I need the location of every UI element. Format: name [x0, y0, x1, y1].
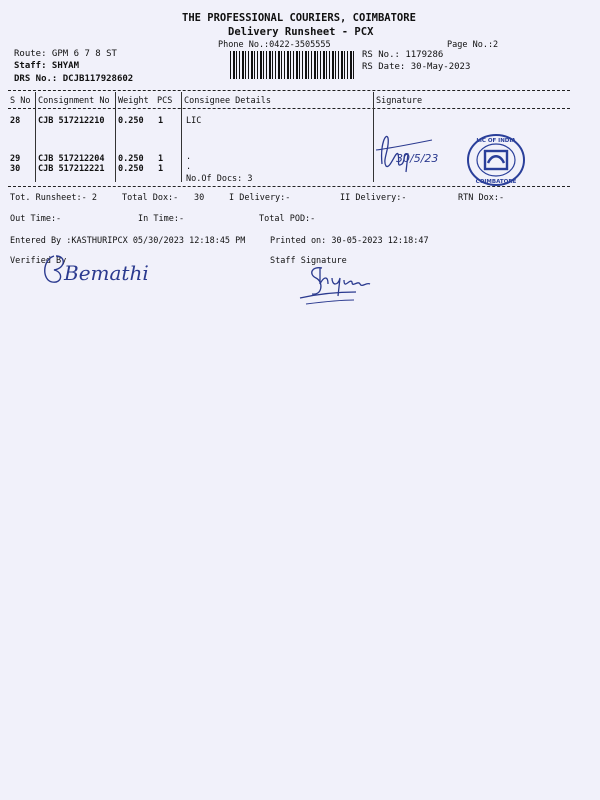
verified-by-label: Verified By	[10, 256, 67, 266]
col-divider	[115, 92, 116, 182]
i-delivery: I Delivery:-	[229, 193, 291, 203]
row-weight: 0.250	[118, 116, 144, 126]
out-time: Out Time:-	[10, 214, 62, 224]
document-title: Delivery Runsheet - PCX	[228, 26, 374, 38]
total-dox-value: 30	[194, 193, 205, 203]
stamp-bottom-text: COIMBATORE	[475, 179, 517, 185]
total-dox-label: Total Dox:-	[122, 193, 179, 203]
phone-number: Phone No.:0422-3505555	[218, 40, 331, 50]
row-pcs: 1	[158, 116, 164, 126]
row-pcs: 1	[158, 154, 164, 164]
drs-number: DRS No.: DCJB117928602	[14, 74, 134, 84]
row-details: LIC	[186, 116, 202, 126]
total-pod: Total POD:-	[259, 214, 316, 224]
col-header-weight: Weight	[118, 96, 149, 106]
col-header-signature: Signature	[376, 96, 423, 106]
row-consignment: CJB 517212221	[38, 164, 105, 174]
company-name: THE PROFESSIONAL COURIERS, COIMBATORE	[182, 12, 416, 24]
barcode	[230, 51, 355, 79]
table-header-rule	[8, 108, 570, 109]
col-divider	[181, 92, 182, 182]
rtn-dox: RTN Dox:-	[458, 193, 505, 203]
row-consignment: CJB 517212204	[38, 154, 105, 164]
rs-date: RS Date: 30-May-2023	[362, 62, 471, 72]
row-consignment: CJB 517212210	[38, 116, 105, 126]
in-time: In Time:-	[138, 214, 185, 224]
receiver-signature	[372, 124, 452, 184]
staff: Staff: SHYAM	[14, 61, 80, 71]
row-sno: 30	[10, 164, 21, 174]
staff-signature	[298, 262, 378, 307]
row-details: .	[186, 152, 192, 162]
row-details: .	[186, 162, 192, 172]
route: Route: GPM 6 7 8 ST	[14, 49, 117, 59]
verifier-signature	[40, 250, 170, 290]
col-divider	[35, 92, 36, 182]
col-header-consignee: Consignee Details	[184, 96, 271, 106]
receiver-date: 30/5/23	[396, 152, 439, 165]
company-stamp	[465, 132, 527, 188]
staff-signature-label: Staff Signature	[270, 256, 347, 266]
row-sno: 28	[10, 116, 21, 126]
ii-delivery: II Delivery:-	[340, 193, 407, 203]
total-runsheet: Tot. Runsheet:- 2	[10, 193, 97, 203]
rs-number: RS No.: 1179286	[362, 50, 444, 60]
entered-by: Entered By :KASTHURIPCX 05/30/2023 12:18:45 PM	[10, 236, 246, 246]
table-top-rule	[8, 90, 570, 91]
verifier-name: Bemathi	[64, 261, 149, 285]
stamp-top-text: LIC OF INDIA	[476, 138, 516, 144]
row-pcs: 1	[158, 164, 164, 174]
col-header-sno: S No	[10, 96, 31, 106]
col-header-pcs: PCS	[157, 96, 173, 106]
row-weight: 0.250	[118, 164, 144, 174]
printed-on: Printed on: 30-05-2023 12:18:47	[270, 236, 429, 246]
row-sno: 29	[10, 154, 21, 164]
row-weight: 0.250	[118, 154, 144, 164]
page-number: Page No.:2	[447, 40, 499, 50]
col-header-consignment: Consignment No	[38, 96, 110, 106]
no-of-docs: No.Of Docs: 3	[186, 174, 253, 184]
